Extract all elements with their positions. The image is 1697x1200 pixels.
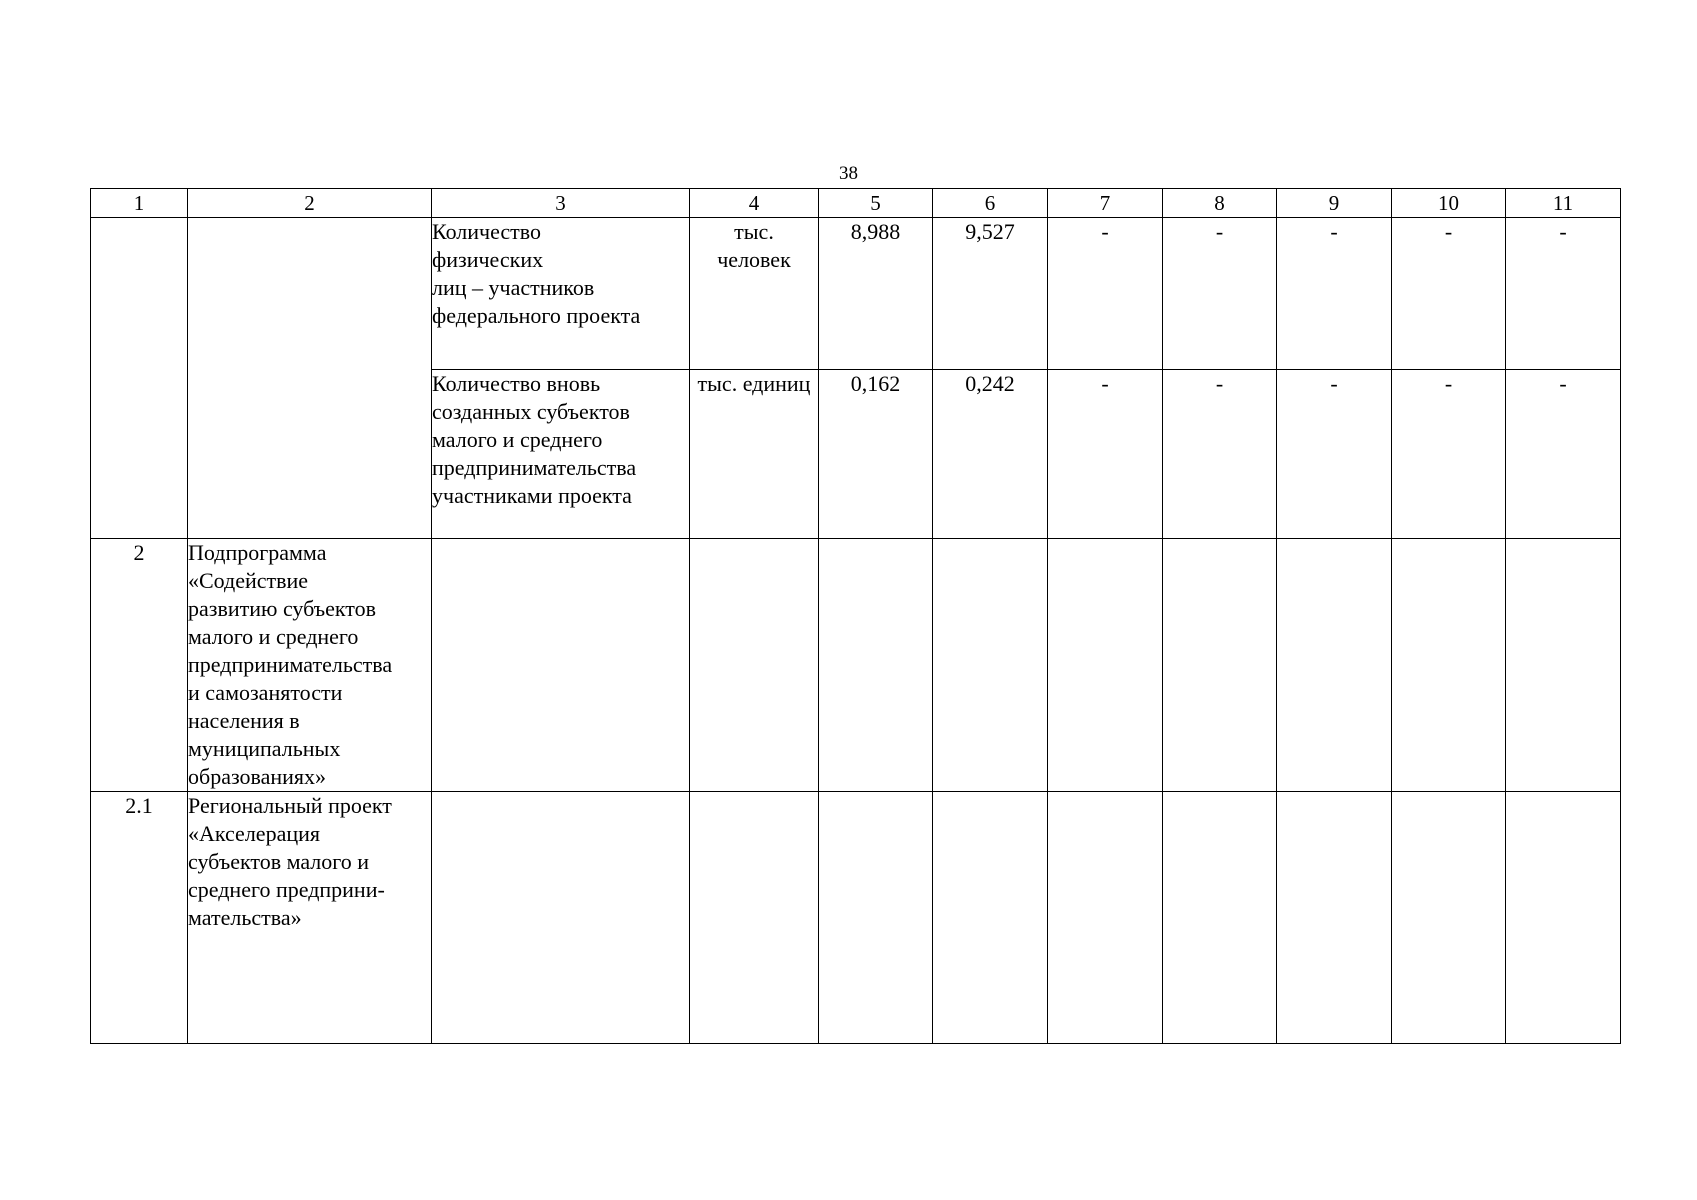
- column-header: 9: [1277, 189, 1392, 218]
- table-row: [91, 539, 1621, 792]
- empty-cell: [432, 792, 690, 1044]
- value-cell: 0,242: [933, 370, 1048, 539]
- value-cell: 9,527: [933, 218, 1048, 370]
- table-row: [91, 792, 1621, 1044]
- empty-cell: [432, 539, 690, 792]
- empty-cell: [933, 539, 1048, 792]
- regional-project-name: Региональный проект «Акселерация субъектов малого и среднего предприни- мательства»: [188, 792, 432, 1044]
- column-header: 4: [690, 189, 819, 218]
- value-cell: -: [1392, 218, 1506, 370]
- value-cell: -: [1277, 370, 1392, 539]
- column-header: 7: [1048, 189, 1163, 218]
- subprogram-name: Подпрограмма «Содействие развитию субъектов малого и среднего предпринимательства и самозанятости населения в муниципальных образованиях»: [188, 539, 432, 792]
- table-row: [91, 218, 1621, 370]
- row-index: 2.1: [91, 792, 188, 1044]
- indicators-table: [90, 188, 1621, 1044]
- empty-cell: [819, 792, 933, 1044]
- value-cell: -: [1048, 218, 1163, 370]
- column-header: 8: [1163, 189, 1277, 218]
- page-number: 38: [839, 163, 858, 184]
- empty-cell: [933, 792, 1048, 1044]
- empty-cell: [1277, 792, 1392, 1044]
- row-index: 2: [91, 539, 188, 792]
- column-header: 3: [432, 189, 690, 218]
- empty-cell: [690, 539, 819, 792]
- column-header: 11: [1506, 189, 1621, 218]
- value-cell: -: [1163, 370, 1277, 539]
- column-number-header-row: [91, 189, 1621, 218]
- index-cell-empty: [91, 218, 188, 539]
- empty-cell: [819, 539, 933, 792]
- column-header: 10: [1392, 189, 1506, 218]
- empty-cell: [1048, 539, 1163, 792]
- unit-cell: тыс. единиц: [690, 370, 819, 539]
- empty-cell: [1048, 792, 1163, 1044]
- unit-cell: тыс. человек: [690, 218, 819, 370]
- value-cell: 8,988: [819, 218, 933, 370]
- value-cell: -: [1506, 370, 1621, 539]
- name-cell-empty: [188, 218, 432, 539]
- empty-cell: [690, 792, 819, 1044]
- empty-cell: [1506, 792, 1621, 1044]
- empty-cell: [1392, 539, 1506, 792]
- value-cell: -: [1163, 218, 1277, 370]
- indicator-name: Количество вновь созданных субъектов малого и среднего предпринимательства участниками проекта: [432, 370, 690, 539]
- empty-cell: [1392, 792, 1506, 1044]
- empty-cell: [1277, 539, 1392, 792]
- value-cell: -: [1506, 218, 1621, 370]
- value-cell: -: [1048, 370, 1163, 539]
- indicator-name: Количество физических лиц – участников федерального проекта: [432, 218, 690, 370]
- column-header: 1: [91, 189, 188, 218]
- value-cell: -: [1392, 370, 1506, 539]
- value-cell: -: [1277, 218, 1392, 370]
- empty-cell: [1163, 792, 1277, 1044]
- column-header: 6: [933, 189, 1048, 218]
- value-cell: 0,162: [819, 370, 933, 539]
- column-header: 5: [819, 189, 933, 218]
- empty-cell: [1506, 539, 1621, 792]
- empty-cell: [1163, 539, 1277, 792]
- column-header: 2: [188, 189, 432, 218]
